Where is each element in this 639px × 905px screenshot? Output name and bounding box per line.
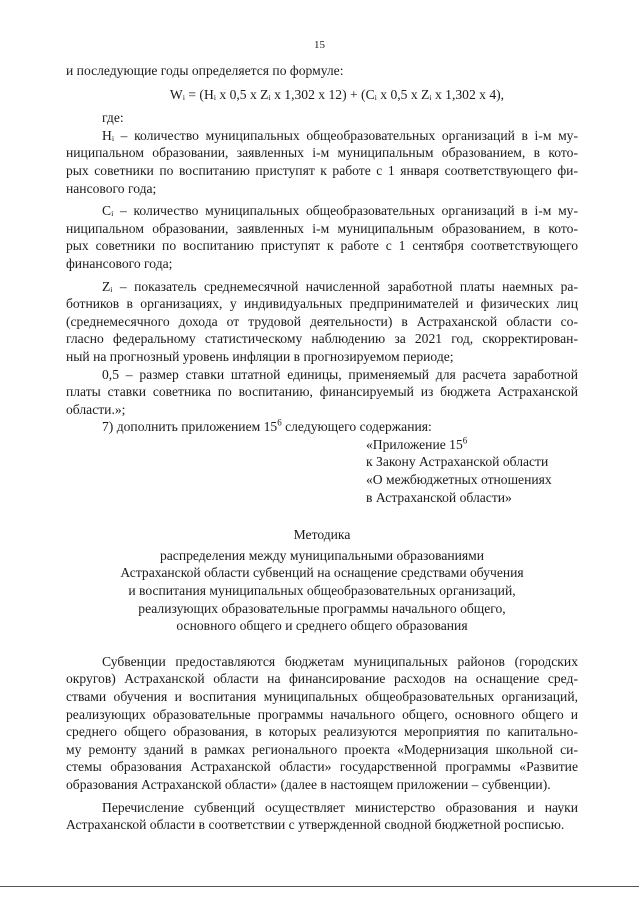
title-line: основного общего и среднего общего образования — [176, 618, 468, 634]
item-7-suffix: следующего содержания: — [281, 419, 432, 435]
bottom-rule — [0, 886, 639, 887]
definition-rate — [66, 366, 578, 419]
title-line: распределения между муниципальными образованиями — [159, 547, 485, 563]
definition-h — [66, 127, 578, 197]
definition-line: финансового года; — [66, 255, 173, 271]
definition-line: (среднемесячного дохода от трудовой деятельности) в Астраханской области со- — [66, 313, 578, 329]
definition-line: рых советники по воспитанию приступят к работе с 1 января соответствующего фи- — [66, 162, 578, 178]
paragraph-line: образования Астраханской области» (далее в настоящем приложении – субвенции). — [66, 776, 551, 792]
definition-line: 0,5 – размер ставки штатной единицы, применяемый для расчета заработной — [102, 366, 578, 382]
page-number: 15 — [314, 39, 325, 51]
definition-line: ный на прогнозный уровень инфляции в прогнозируемом периоде; — [66, 348, 454, 364]
appendix-header — [366, 436, 578, 506]
paragraph-transfer — [66, 799, 578, 834]
definition-line: нансового года; — [66, 180, 157, 196]
definition-line: платы ставки советника по воспитанию, финансируемый из бюджета Астраханской — [66, 384, 578, 400]
formula: Wᵢ = (Hᵢ x 0,5 x Zᵢ x 1,302 x 12) + (Cᵢ x 0,5 x Zᵢ x 1,302 x 4), — [169, 86, 505, 102]
paragraph-line: ствами обучения и воспитания муниципальных общеобразовательных организаций, — [66, 689, 578, 704]
paragraph-line: стемы образования Астраханской области» государственной программы «Развитие — [66, 759, 578, 775]
definition-line: Hᵢ – количество муниципальных общеобразовательных организаций в i-м му- — [102, 127, 578, 143]
item-7 — [66, 418, 578, 436]
formula-intro: и последующие годы определяется по формуле: — [66, 63, 344, 78]
definition-z — [66, 278, 578, 366]
definition-line: ботников в организациях, у индивидуальных предпринимателей и физических лиц — [66, 296, 578, 312]
appendix-line-3: «О межбюджетных отношениях — [366, 472, 552, 488]
title-line: и воспитания муниципальных общеобразовательных организаций, — [128, 583, 516, 599]
title-heading: Методика — [293, 527, 351, 543]
paragraph-line: среднего общего образования, в которых реализуются мероприятия по капитально- — [66, 724, 578, 740]
definition-line: области.»; — [66, 401, 126, 417]
appendix-line-2: к Закону Астраханской области — [366, 454, 549, 470]
paragraph-line: Перечисление субвенций осуществляет министерство образования и науки — [102, 799, 578, 815]
paragraph-line: Астраханской области в соответствии с утвержденной сводной бюджетной росписью. — [66, 817, 565, 833]
appendix-superscript: 6 — [462, 435, 468, 446]
paragraph-line: округов) Астраханской области на финансирование расходов на оснащение сред- — [66, 671, 578, 687]
definition-line: Cᵢ – количество муниципальных общеобразовательных организаций в i-м му- — [102, 203, 578, 219]
definition-line: ниципальном образовании, заявленных i-м муниципальным образованием, в кото- — [66, 145, 578, 161]
item-7-prefix: 7) дополнить приложением 15 — [102, 419, 278, 435]
definition-line: рых советники по воспитанию приступят к работе с 1 сентября соответствующего — [66, 238, 578, 254]
title-line: реализующих образовательные программы начального общего, — [138, 600, 506, 616]
definition-c — [66, 202, 578, 272]
paragraph-subventions — [66, 653, 578, 794]
appendix-line-1 — [366, 436, 578, 454]
where-label: где: — [102, 110, 124, 126]
methodology-title — [66, 526, 578, 635]
appendix-number: «Приложение 15 — [366, 436, 463, 452]
paragraph-line: реализующих образовательные программы начального общего, основного общего и — [66, 706, 578, 722]
document-body — [66, 62, 578, 834]
appendix-line-4: в Астраханской области» — [366, 489, 512, 505]
definition-line: гласно федеральному статистическому наблюдению за 2021 год, скорректирован- — [66, 331, 578, 347]
paragraph-line: Субвенции предоставляются бюджетам муниципальных районов (городских — [102, 653, 578, 669]
definition-line: ниципальном образовании, заявленных i-м муниципальным образованием, в кото- — [66, 220, 578, 236]
item-7-superscript: 6 — [277, 417, 282, 428]
title-line: Астраханской области субвенций на оснащение средствами обучения — [120, 565, 524, 581]
paragraph-line: му ремонту зданий в рамках регионального проекта «Модернизация школьной си- — [66, 741, 578, 757]
definition-line: Zᵢ – показатель среднемесячной начисленной заработной платы наемных ра- — [102, 278, 578, 294]
